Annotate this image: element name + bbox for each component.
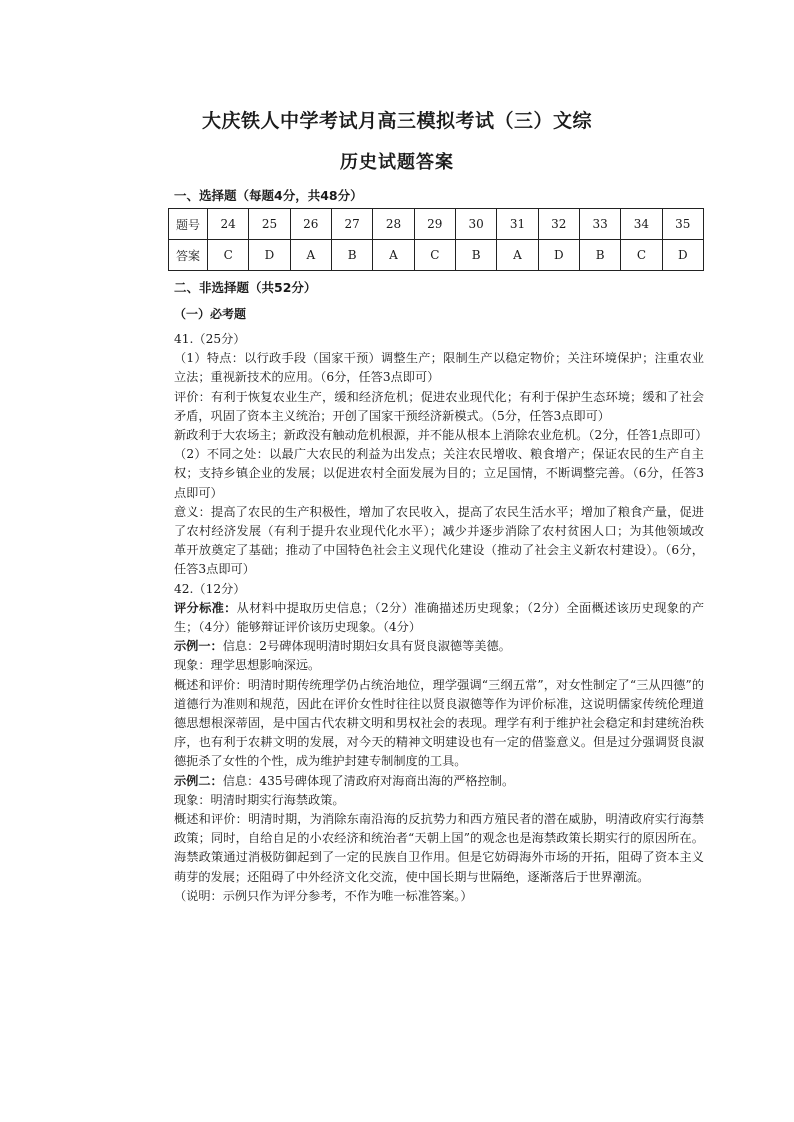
answer-row [169, 240, 704, 271]
example-1-label: 示例一： [174, 639, 223, 654]
example-2-phenomenon: 现象：明清时期实行海禁政策。 [174, 792, 345, 807]
question-number: 34 [621, 209, 662, 240]
scoring-criteria [174, 599, 704, 637]
section-2-heading: 二、非选择题（共52分） [174, 280, 317, 295]
q41-line: （2）不同之处：以最广大农民的利益为出发点；关注农民增收、粮食增产；保证农民的生产自主权；支持乡镇企业的发展；以促进农村全面发展为目的；立足国情，不断调整完善。（6分，任答3点即可） [174, 447, 704, 500]
answer-cell: A [373, 240, 414, 271]
q41-line: 意义：提高了农民的生产积极性，增加了农民收入，提高了农民生活水平；增加了粮食产量，促进了农村经济发展（有利于提升农业现代化水平）；减少并逐步消除了农村贫困人口；为其他领域改革开放奠定了基础；推动了中国特色社会主义现代化建设（推动了社会主义新农村建设）。（6分，任答3点即可） [174, 504, 704, 577]
example-1-info [174, 637, 704, 656]
answer-cell: B [455, 240, 496, 271]
question-number: 24 [208, 209, 249, 240]
example-2-evaluation: 概述和评价：明清时期，为消除东南沿海的反抗势力和西方殖民者的潜在威胁，明清政府实行海禁政策；同时，自给自足的小农经济和统治者“天朝上国”的观念也是海禁政策长期实行的原因所在。海禁政策通过消极防御起到了一定的民族自卫作用。但是它妨碍海外市场的开拓，阻碍了资本主义萌芽的发展；还阻碍了中外经济文化交流，使中国长期与世隔绝，逐渐落后于世界潮流。 [174, 812, 704, 884]
answer-cell: D [538, 240, 579, 271]
example-1-info-text: 信息：2号碑体现明清时期妇女具有贤良淑德等美德。 [222, 639, 511, 654]
q41-line: 评价：有利于恢复农业生产，缓和经济危机；促进农业现代化；有利于保护生态环境；缓和了社会矛盾，巩固了资本主义统治；开创了国家干预经济新模式。（5分，任答3点即可） [174, 389, 704, 423]
criteria-text: 从材料中提取历史信息；（2分）准确描述历史现象；（2分）全面概述该历史现象的产生；（4分）能够辩证评价该历史现象。（4分） [174, 600, 705, 635]
answer-cell: B [579, 240, 620, 271]
question-number-row [169, 209, 704, 240]
example-1-phenomenon: 现象：理学思想影响深远。 [174, 658, 321, 673]
section-1-heading: 一、选择题（每题4分，共48分） [174, 188, 363, 203]
answer-cell: B [331, 240, 372, 271]
answer-cell: A [497, 240, 538, 271]
example-2-info [174, 772, 704, 791]
q41-line: （1）特点：以行政手段（国家干预）调整生产；限制生产以稳定物价；关注环境保护；注重农业立法；重视新技术的应用。（6分，任答3点即可） [174, 351, 704, 385]
scoring-note: （说明：示例只作为评分参考，不作为唯一标准答案。） [174, 888, 473, 903]
question-number: 33 [579, 209, 620, 240]
answer-table [168, 208, 704, 271]
answer-cell: A [290, 240, 331, 271]
answer-cell: C [621, 240, 662, 271]
question-number: 32 [538, 209, 579, 240]
row-label-answers: 答案 [169, 240, 208, 271]
row-label-numbers: 题号 [169, 209, 208, 240]
question-number: 31 [497, 209, 538, 240]
answer-cell: D [249, 240, 290, 271]
answer-cell: C [208, 240, 249, 271]
exam-subtitle: 历史试题答案 [340, 152, 454, 173]
criteria-label: 评分标准： [174, 600, 237, 615]
question-number: 25 [249, 209, 290, 240]
answer-cell: D [662, 240, 703, 271]
example-2-info-text: 信息：435号碑体现了清政府对海商出海的严格控制。 [222, 773, 515, 788]
exam-title: 大庆铁人中学考试月高三模拟考试（三）文综 [201, 110, 592, 132]
example-1-evaluation: 概述和评价：明清时期传统理学仍占统治地位，理学强调“三纲五常”，对女性制定了“三从四德”的道德行为准则和规范，因此在评价女性时往往以贤良淑德等作为评价标准，这说明儒家传统伦理道德思想根深蒂固，是中国古代农耕文明和男权社会的表现。理学有利于维护社会稳定和封建统治秩序，也有利于农耕文明的发展，对今天的精神文明建设也有一定的借鉴意义。但是过分强调贤良淑德扼杀了女性的个性，成为维护封建专制制度的工具。 [174, 677, 704, 769]
q42-label: 42.（12分） [174, 581, 246, 596]
q41-line: 新政利于大农场主；新政没有触动危机根源，并不能从根本上消除农业危机。（2分，任答1点即可） [174, 428, 708, 443]
question-number: 29 [414, 209, 455, 240]
answer-cell: C [414, 240, 455, 271]
example-2-label: 示例二： [174, 773, 223, 788]
question-number: 28 [373, 209, 414, 240]
question-number: 27 [331, 209, 372, 240]
question-number: 35 [662, 209, 703, 240]
question-number: 30 [455, 209, 496, 240]
q41-label: 41.（25分） [174, 332, 246, 346]
question-number: 26 [290, 209, 331, 240]
required-questions-heading: （一）必考题 [174, 307, 247, 321]
answer-body [174, 330, 708, 906]
